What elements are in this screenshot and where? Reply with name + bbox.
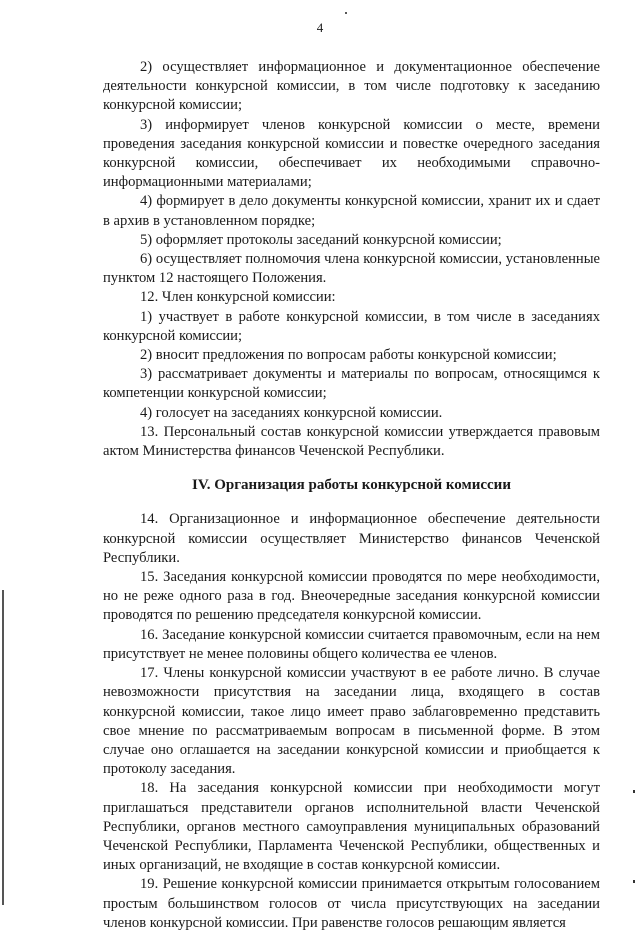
paragraph-clause-12-item-1: 1) участвует в работе конкурсной комиссии, в том числе в заседаниях конкурсной комиссии; <box>103 308 600 344</box>
page-number: 4 <box>316 20 324 35</box>
paragraph-clause-13: 13. Персональный состав конкурсной комиссии утверждается правовым актом Министерства финансов Чеченской Республики. <box>103 423 600 460</box>
scan-edge-mark <box>633 790 635 793</box>
paragraph-clause-15: 15. Заседания конкурсной комиссии проводятся по мере необходимости, но не реже одного раза в год. Внеочередные заседания конкурсной комиссии проводятся по решению председателя конкурсной комиссии. <box>103 569 600 624</box>
scan-edge-line <box>2 590 4 905</box>
paragraph-item-2: 2) осуществляет информационное и документационное обеспечение деятельности конкурсной комиссии, в том числе подготовку к заседанию конкурсной комиссии; <box>103 59 600 114</box>
paragraph-clause-12-item-2: 2) вносит предложения по вопросам работы конкурсной комиссии; <box>140 347 557 364</box>
paragraph-item-3: 3) информирует членов конкурсной комиссии о месте, времени проведения заседания конкурсной комиссии и повестке очередного заседания конкурсной комиссии, обеспечивает их необходимыми справочно-информационными материалами; <box>103 116 600 191</box>
paragraph-clause-17: 17. Члены конкурсной комиссии участвуют в ее работе лично. В случае невозможности присутствия на заседании лица, входящего в состав конкурсной комиссии, такое лицо имеет право заблаговременно представить свое мнение по рассматриваемым вопросам в письменной форме. В этом случае оно оглашается на заседании конкурсной комиссии и приобщается к протоколу заседания. <box>103 665 600 778</box>
paragraph-clause-19: 19. Решение конкурсной комиссии принимается открытым голосованием простым большинством голосов от числа присутствующих на заседании членов конкурсной комиссии. При равенстве голосов решающим является <box>103 876 600 931</box>
paragraph-item-4: 4) формирует в дело документы конкурсной комиссии, хранит их и сдает в архив в установленном порядке; <box>103 193 600 229</box>
section-heading: IV. Организация работы конкурсной комиссии <box>192 477 511 494</box>
paragraph-clause-16: 16. Заседание конкурсной комиссии считается правомочным, если на нем присутствует не менее половины общего количества ее членов. <box>103 626 600 662</box>
scan-speck <box>345 12 347 14</box>
paragraph-clause-18: 18. На заседания конкурсной комиссии при необходимости могут приглашаться представители органов исполнительной власти Чеченской Республики, органов местного самоуправления муниципальных образований Чеченской Республики, Парламента Чеченской Республики, общественных и иных организаций, не входящие в состав конкурсной комиссии. <box>103 780 600 874</box>
paragraph-clause-12-item-3: 3) рассматривает документы и материалы по вопросам, относящимся к компетенции конкурсной комиссии; <box>103 366 600 402</box>
paragraph-clause-14: 14. Организационное и информационное обеспечение деятельности конкурсной комиссии осуществляет Министерство финансов Чеченской Республики. <box>103 511 600 566</box>
paragraph-item-5: 5) оформляет протоколы заседаний конкурсной комиссии; <box>140 231 502 248</box>
paragraph-item-6: 6) осуществляет полномочия члена конкурсной комиссии, установленные пунктом 12 настоящего Положения. <box>103 251 600 287</box>
paragraph-clause-12-item-4: 4) голосует на заседаниях конкурсной комиссии. <box>140 404 443 421</box>
paragraph-clause-12: 12. Член конкурсной комиссии: <box>140 289 336 306</box>
scan-edge-mark <box>633 880 635 883</box>
document-body <box>103 58 600 933</box>
